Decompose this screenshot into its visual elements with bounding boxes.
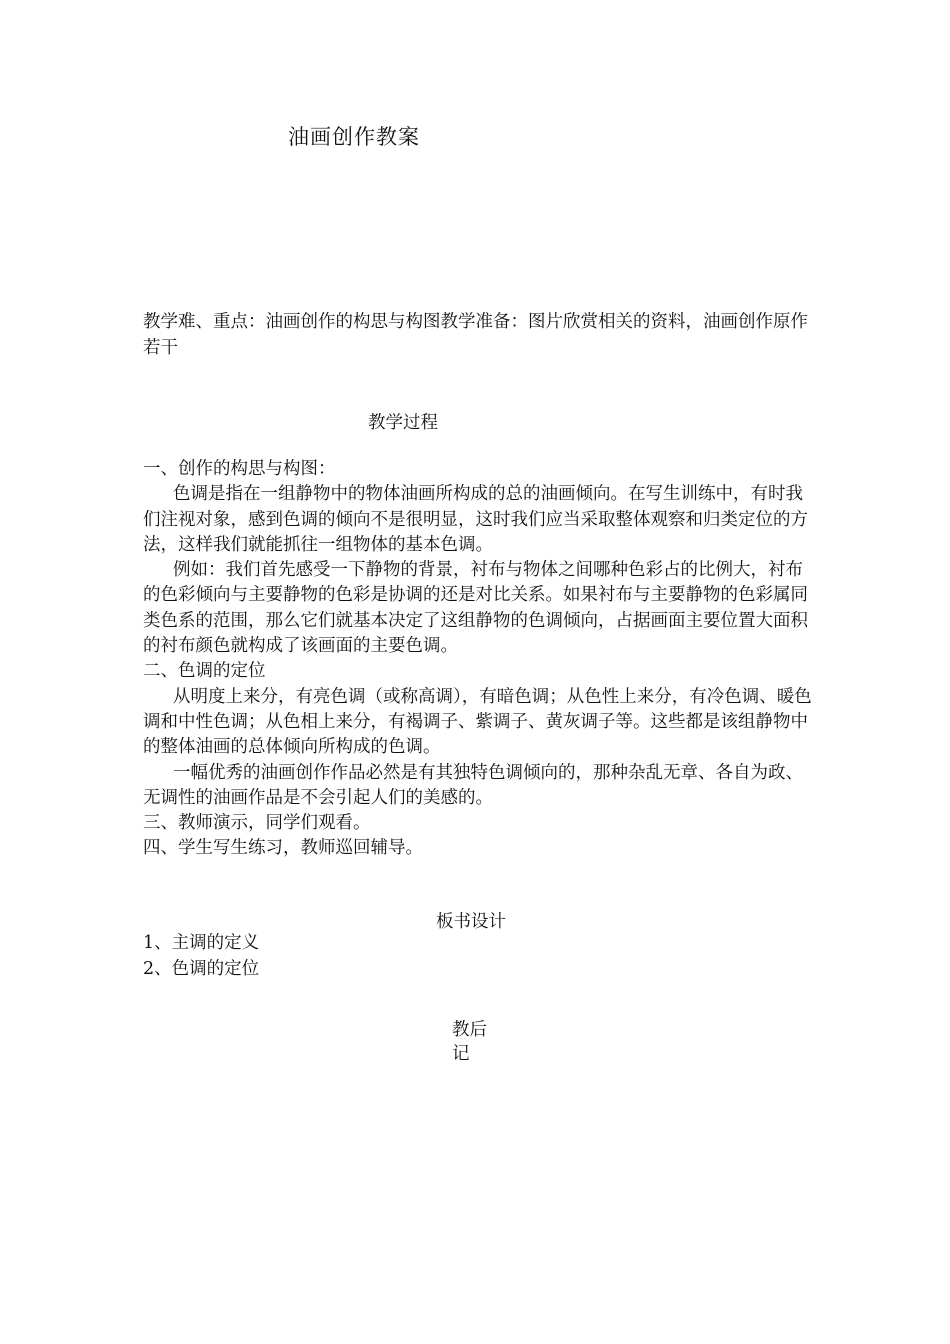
section-heading-conception: 一、创作的构思与构图： bbox=[143, 459, 336, 479]
document-title: 油画创作教案 bbox=[288, 125, 420, 149]
paragraph-tone-types: 从明度上来分，有亮色调（或称高调），有暗色调；从色性上来分，有冷色调、暖色调和中性色调；从色相上来分，有褐调子、紫调子、黄灰调子等。这些都是该组静物中的整体油画的总体倾向所构成的色调。 bbox=[143, 686, 812, 758]
board-item-tone-positioning: 2、色调的定位 bbox=[143, 959, 260, 979]
teaching-process-heading: 教学过程 bbox=[368, 413, 438, 433]
section-heading-tone-positioning: 二、色调的定位 bbox=[143, 661, 266, 682]
board-item-main-tone: 1、主调的定义 bbox=[143, 933, 260, 953]
board-design-heading: 板书设计 bbox=[436, 912, 506, 932]
teaching-preparation-paragraph: 教学难、重点：油画创作的构思与构图教学准备：图片欣赏相关的资料，油画创作原作若干 bbox=[143, 312, 808, 358]
section-teacher-demo: 三、教师演示，同学们观看。 bbox=[143, 813, 371, 834]
paragraph-example: 例如：我们首先感受一下静物的背景，衬布与物体之间哪种色彩占的比例大，衬布的色彩倾向与主要静物的色彩是协调的还是对比关系。如果衬布与主要静物的色彩属同类色系的范围，那么它们就基本决定了这组静物的色调倾向，占据画面主要位置大面积的衬布颜色就构成了该画面的主要色调。 bbox=[143, 560, 808, 657]
after-class-note: 教后记 bbox=[452, 1020, 487, 1064]
teaching-process-body bbox=[143, 457, 818, 862]
paragraph-color-tone: 色调是指在一组静物中的物体油画所构成的总的油画倾向。在写生训练中，有时我们注视对象，感到色调的倾向不是很明显，这时我们应当采取整体观察和归类定位的方法，这样我们就能抓往一组物体的基本色调。 bbox=[143, 484, 808, 555]
section-student-practice: 四、学生写生练习，教师巡回辅导。 bbox=[143, 838, 423, 859]
board-design-list bbox=[143, 930, 259, 982]
paragraph-excellent-work: 一幅优秀的油画创作作品必然是有其独特色调倾向的，那种杂乱无章、各自为政、无调性的油画作品是不会引起人们的美感的。 bbox=[143, 762, 803, 808]
